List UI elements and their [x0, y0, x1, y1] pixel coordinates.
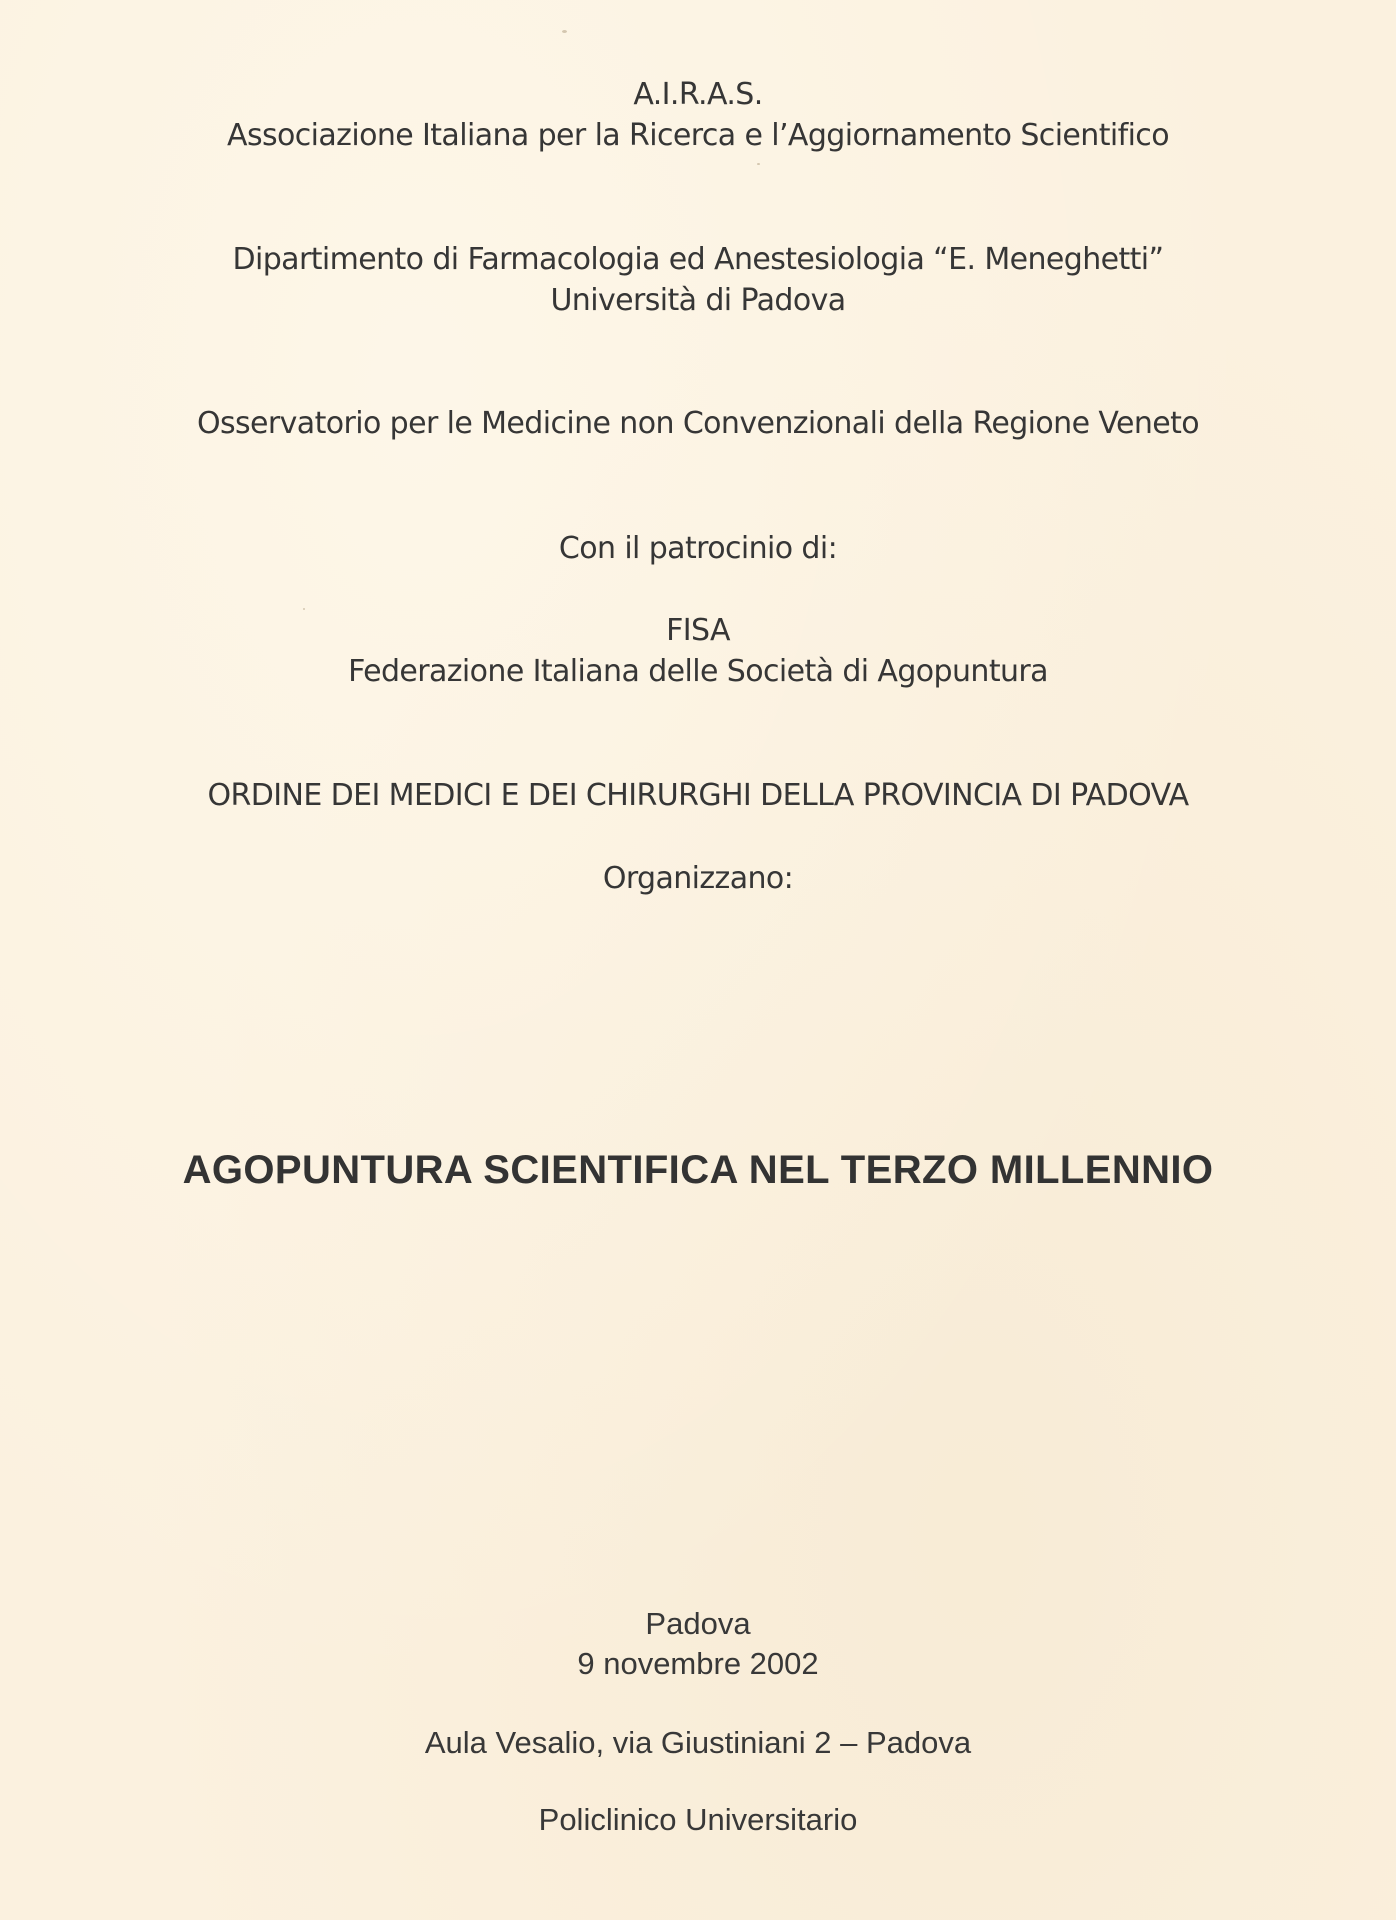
- venue-address: Aula Vesalio, via Giustiniani 2 – Padova: [424, 1725, 972, 1760]
- patronage-intro: Con il patrocinio di:: [558, 531, 838, 566]
- venue-city: Padova: [645, 1606, 751, 1641]
- fisa-name: Federazione Italiana delle Società di Agopuntura: [348, 654, 1048, 689]
- observatory-name: Osservatorio per le Medicine non Convenzionali della Regione Veneto: [196, 406, 1200, 441]
- department-name: Dipartimento di Farmacologia ed Anestesiologia “E. Meneghetti”: [232, 242, 1164, 277]
- venue-hospital: Policlinico Universitario: [538, 1802, 858, 1837]
- department-university: Università di Padova: [550, 283, 846, 318]
- paper-speck: [562, 30, 567, 33]
- event-title: AGOPUNTURA SCIENTIFICA NEL TERZO MILLENNIO: [182, 1148, 1214, 1192]
- medical-order: ORDINE DEI MEDICI E DEI CHIRURGHI DELLA PROVINCIA DI PADOVA: [207, 778, 1189, 813]
- header-acronym: A.I.R.A.S.: [633, 77, 763, 112]
- event-date: 9 novembre 2002: [577, 1646, 819, 1681]
- paper-speck: [303, 608, 305, 610]
- organize-label: Organizzano:: [602, 861, 794, 896]
- header-association: Associazione Italiana per la Ricerca e l’Aggiornamento Scientifico: [227, 118, 1169, 153]
- paper-speck: [757, 163, 760, 165]
- fisa-acronym: FISA: [666, 613, 730, 648]
